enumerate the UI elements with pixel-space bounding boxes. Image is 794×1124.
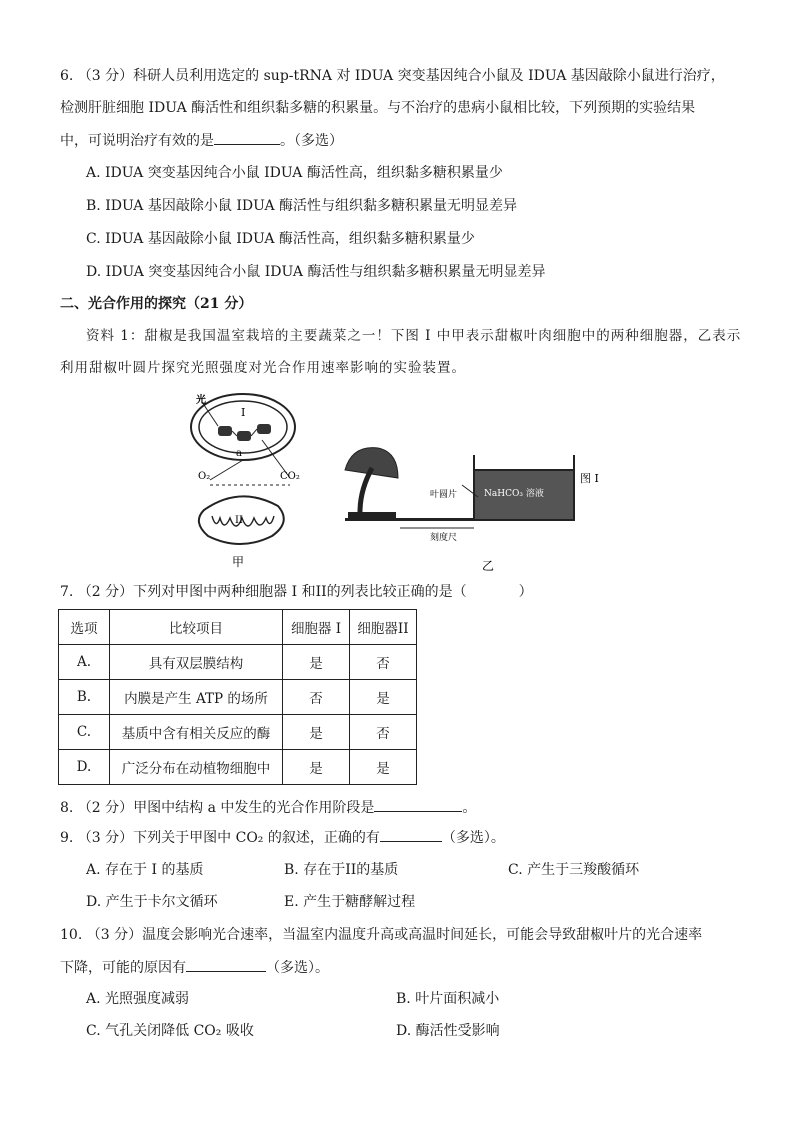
table-row [59, 680, 417, 715]
label-jia: 甲 [232, 555, 245, 569]
q9-option-c: C. 产生于三羧酸循环 [508, 862, 640, 878]
q10-stem-text: 下降，可能的原因有 [60, 960, 186, 976]
table-cell: 是 [283, 750, 350, 785]
q9-option-a: A. 存在于 I 的基质 [86, 862, 204, 878]
q6-option-c: C. IDUA 基因敲除小鼠 IDUA 酶活性高，组织黏多糖积累量少 [86, 231, 475, 247]
q9-option-d: D. 产生于卡尔文循环 [86, 894, 218, 910]
label-yi: 乙 [482, 559, 495, 573]
table-cell: 否 [350, 645, 417, 680]
label-structure-a: a [236, 448, 242, 459]
table-cell: 是 [283, 645, 350, 680]
label-leaf-disc: 叶圆片 [430, 490, 458, 500]
label-organelle-ii: II [235, 515, 243, 526]
table-cell: 是 [350, 750, 417, 785]
label-co2: CO₂ [280, 471, 300, 482]
q10-option-b: B. 叶片面积减小 [396, 991, 500, 1007]
label-organelle-i: I [241, 406, 246, 419]
label-light: 光 [196, 395, 206, 406]
q8-stem [60, 797, 476, 818]
table-header-cell: 比较项目 [110, 610, 283, 645]
q7-stem-suffix: ） [518, 584, 533, 600]
table-cell: 广泛分布在动植物细胞中 [110, 750, 283, 785]
material1-line1: 资料 1：甜椒是我国温室栽培的主要蔬菜之一！下图 I 中甲表示甜椒叶肉细胞中的两种细胞器，乙表示 [86, 328, 742, 344]
table-cell: 具有双层膜结构 [110, 645, 283, 680]
q8-stem-suffix: 。 [462, 800, 477, 816]
table-cell: C. [59, 715, 110, 750]
q10-option-c: C. 气孔关闭降低 CO₂ 吸收 [86, 1023, 254, 1039]
grana-stacks-icon [218, 424, 271, 441]
q9-stem-text: 9. （3 分）下列关于甲图中 CO₂ 的叙述，正确的有 [60, 830, 380, 846]
q6-option-d: D. IDUA 突变基因纯合小鼠 IDUA 酶活性与组织黏多糖积累量无明显差异 [86, 264, 546, 280]
table-header-cell: 细胞器 I [283, 610, 350, 645]
label-ruler: 刻度尺 [430, 533, 458, 543]
table-row [59, 715, 417, 750]
comparison-table [58, 609, 417, 785]
q7-stem-text: 7. （2 分）下列对甲图中两种细胞器 I 和II的列表比较正确的是（ [60, 584, 467, 600]
q8-stem-text: 8. （2 分）甲图中结构 a 中发生的光合作用阶段是 [60, 800, 375, 816]
q10-option-d: D. 酶活性受影响 [396, 1023, 500, 1039]
q9-stem [60, 827, 505, 848]
table-cell: 否 [283, 680, 350, 715]
label-o2: O₂ [198, 471, 211, 482]
q6-option-b: B. IDUA 基因敲除小鼠 IDUA 酶活性与组织黏多糖积累量无明显差异 [86, 198, 518, 214]
table-cell: 基质中含有相关反应的酶 [110, 715, 283, 750]
q10-option-a: A. 光照强度减弱 [86, 991, 190, 1007]
q8-answer-blank[interactable] [374, 797, 462, 812]
q6-stem-text: 中，可说明治疗有效的是 [60, 133, 214, 149]
q7-stem [60, 582, 533, 602]
q6-stem-line2: 检测肝脏细胞 IDUA 酶活性和组织黏多糖的积累量。与不治疗的患病小鼠相比较，下列预期的实验结果 [60, 100, 696, 116]
table-cell: D. [59, 750, 110, 785]
q9-answer-blank[interactable] [380, 827, 442, 842]
table-header-row [59, 610, 417, 645]
table-cell: 是 [350, 680, 417, 715]
q10-stem-line2 [60, 957, 329, 978]
material1-line2: 利用甜椒叶圆片探究光照强度对光合作用速率影响的实验装置。 [60, 360, 466, 376]
table-header-cell: 选项 [59, 610, 110, 645]
section2-title: 二、光合作用的探究（21 分） [60, 296, 253, 312]
table-cell: 是 [283, 715, 350, 750]
q6-option-a: A. IDUA 突变基因纯合小鼠 IDUA 酶活性高，组织黏多糖积累量少 [86, 165, 503, 181]
table-header-cell: 细胞器II [350, 610, 417, 645]
label-nahco3: NaHCO₃ 溶液 [484, 489, 544, 499]
q9-stem-suffix: （多选）。 [441, 830, 505, 846]
table-cell: 否 [350, 715, 417, 750]
table-cell: 内膜是产生 ATP 的场所 [110, 680, 283, 715]
q9-option-b: B. 存在于II的基质 [284, 862, 399, 878]
table-cell: A. [59, 645, 110, 680]
q9-option-e: E. 产生于糖酵解过程 [284, 894, 416, 910]
q10-answer-blank[interactable] [186, 957, 266, 972]
q10-stem-line1: 10. （3 分）温度会影响光合速率，当温室内温度升高或高温时间延长，可能会导致甜椒叶片的光合速率 [60, 927, 703, 943]
q6-stem-line1: 6. （3 分）科研人员利用选定的 sup-tRNA 对 IDUA 突变基因纯合小鼠及 IDUA 基因敲除小鼠进行治疗， [60, 68, 725, 84]
table-row [59, 645, 417, 680]
table-row [59, 750, 417, 785]
q6-stem-suffix: 。（多选） [280, 133, 343, 149]
label-figure-i: 图 I [580, 472, 599, 485]
q10-stem-suffix: （多选）。 [266, 960, 329, 976]
table-cell: B. [59, 680, 110, 715]
